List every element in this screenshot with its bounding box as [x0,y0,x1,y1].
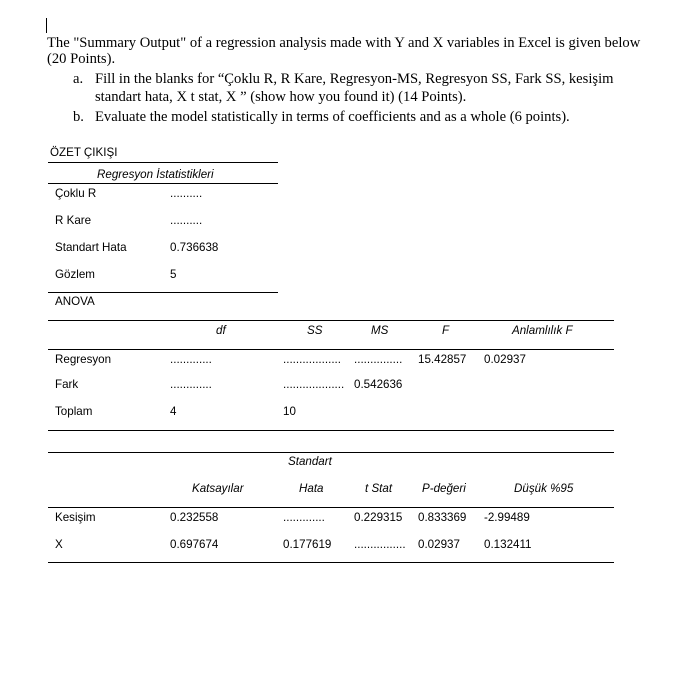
coef-bottom-rule [48,562,614,563]
part-a-line2: standart hata, X t stat, X ” (show how you found it) (14 Points). [95,89,467,105]
coef-header-lower95: Düşük %95 [514,482,574,495]
coef-row-intercept-t: 0.229315 [354,511,403,524]
summary-bottom-rule [48,292,278,293]
stat-value-multiple-r: .......... [170,187,203,200]
part-b-text: Evaluate the model statistically in terms of coefficients and as a whole (6 points). [95,109,570,125]
stat-label-r-square: R Kare [55,214,92,227]
anova-header-significance-f: Anlamlılık F [512,324,573,337]
stat-value-observations: 5 [170,268,177,281]
question-part-b [73,109,663,127]
anova-header-ms: MS [371,324,389,337]
anova-row-residual-label: Fark [55,378,79,391]
anova-row-regression-sig: 0.02937 [484,353,526,366]
stat-label-multiple-r: Çoklu R [55,187,97,200]
anova-bottom-rule [48,430,614,431]
anova-row-total-label: Toplam [55,405,93,418]
anova-row-regression-ms: ............... [354,353,403,366]
question-intro: The "Summary Output" of a regression analysis made with Y and X variables in Excel is given below (20 Points). [47,35,641,67]
coef-header-std-error: Hata [299,482,324,495]
anova-row-residual-ms: 0.542636 [354,378,403,391]
part-a-line1: Fill in the blanks for “Çoklu R, R Kare, Regresyon-MS, Regresyon SS, Fark SS, kesişim [95,71,614,87]
anova-row-regression-f: 15.42857 [418,353,467,366]
anova-header-rule [48,349,614,350]
coef-row-x-lower: 0.132411 [484,538,532,551]
text-cursor [46,18,47,33]
coef-row-x-t: ................ [354,538,406,551]
coef-row-x-se: 0.177619 [283,538,332,551]
coef-header-coefficients: Katsayılar [192,482,244,495]
coef-row-intercept-coef: 0.232558 [170,511,219,524]
stat-value-std-error: 0.736638 [170,241,219,254]
coef-row-x-coef: 0.697674 [170,538,219,551]
coef-top-rule [48,452,614,453]
coef-header-pvalue: P-değeri [422,482,466,495]
coef-row-intercept-lower: -2.99489 [484,511,530,524]
coef-row-x-label: X [55,538,63,551]
anova-title: ANOVA [55,295,95,308]
anova-header-f: F [442,324,450,337]
anova-row-regression-df: ............. [170,353,212,366]
part-a-label: a. [73,71,84,87]
coef-header-tstat: t Stat [365,482,393,495]
coef-header-rule [48,507,614,508]
stat-label-std-error: Standart Hata [55,241,127,254]
summary-top-rule [48,162,278,163]
anova-header-df: df [216,324,226,337]
part-b-label: b. [73,109,84,125]
anova-header-ss: SS [307,324,323,337]
stats-header-rule [48,183,278,184]
coef-row-intercept-se: ............. [283,511,325,524]
coef-row-intercept-label: Kesişim [55,511,96,524]
anova-row-total-ss: 10 [283,405,296,418]
coef-row-intercept-p: 0.833369 [418,511,467,524]
stat-value-r-square: .......... [170,214,203,227]
question-part-a [73,71,663,105]
coef-header-standart: Standart [288,455,332,468]
summary-title: ÖZET ÇIKIŞI [50,146,118,159]
stats-header: Regresyon İstatistikleri [97,168,214,181]
coef-row-x-p: 0.02937 [418,538,460,551]
anova-top-rule [48,320,614,321]
anova-row-regression-label: Regresyon [55,353,112,366]
anova-row-total-df: 4 [170,405,177,418]
anova-row-residual-df: ............. [170,378,212,391]
anova-row-regression-ss: .................. [283,353,341,366]
anova-row-residual-ss: ................... [283,378,345,391]
stat-label-observations: Gözlem [55,268,95,281]
